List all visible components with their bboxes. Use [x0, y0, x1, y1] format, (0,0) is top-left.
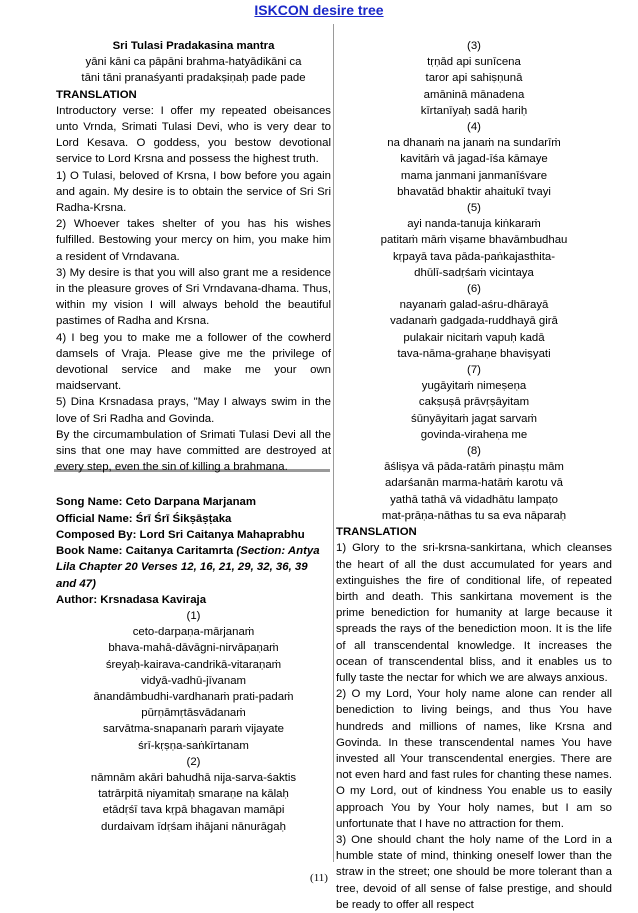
- verse-line: vidyā-vadhū-jīvanam: [140, 674, 247, 687]
- verse-line: dhūlī-sadṛśaṁ vicintaya: [414, 266, 534, 279]
- verse-line: amāninā mānadena: [423, 88, 525, 101]
- verse-line: nāmnām akāri bahudhā nija-sarva-śaktis: [90, 771, 297, 784]
- verse-line: sarvātma-snapanaṁ paraṁ vijayate: [102, 723, 285, 736]
- verse-number: (2): [186, 755, 201, 768]
- verse-line: kavitāṁ vā jagad-īśa kāmaye: [400, 153, 548, 166]
- verse-line: vadanaṁ gadgada-ruddhayā girā: [390, 315, 558, 328]
- verse-line: śūnyāyitaṁ jagat sarvaṁ: [411, 412, 537, 425]
- song-name: Song Name: Ceto Darpana Marjanam: [56, 496, 257, 509]
- verse-line: mama janmani janmanīśvare: [400, 169, 548, 182]
- verse-line: tava-nāma-grahaṇe bhaviṣyati: [397, 347, 551, 360]
- verse-line: kīrtanīyaḥ sadā hariḥ: [420, 104, 528, 117]
- verse-line: mat-prāṇa-nāthas tu sa eva nāparaḥ: [381, 509, 567, 522]
- book-label: Book Name: Caitanya Caritamrta: [56, 545, 237, 558]
- paragraph: 3) My desire is that you will also grant me a residence in the pleasure groves of Sri Vrndavana-dhama. Thus, within my vision I will always behold the beautiful pastimes of Radha and Krsna.: [56, 266, 331, 328]
- official-name: Official Name: Śrī Śrī Śikṣāṣṭaka: [56, 512, 232, 525]
- verse-line: taror api sahiṣṇunā: [425, 72, 523, 85]
- verse-line: adarśanān marma-hatāṁ karotu vā: [385, 477, 563, 490]
- author: Author: Krsnadasa Kaviraja: [56, 593, 207, 606]
- book-section: (Section: Antya Lila Chapter 20 Verses 12, 16, 21, 29, 32, 36, 39 and 47): [56, 545, 320, 590]
- verse-line: tatrārpitā niyamitaḥ smaraṇe na kālaḥ: [98, 788, 289, 801]
- verse-line: patitaṁ māṁ viṣame bhavāmbudhau: [380, 234, 568, 247]
- verse-number: (3): [467, 40, 481, 52]
- paragraph: 2) Whoever takes shelter of you has his wishes fulfilled. Bestowing your mercy on him, you make him a resident of Vrndavana.: [56, 218, 331, 263]
- verse-number: (5): [467, 202, 481, 215]
- verse-line: bhava-mahā-dāvāgni-nirvāpaṇaṁ: [108, 642, 279, 655]
- verse-line: tṛṇād api sunīcena: [427, 56, 521, 69]
- verse-number: (1): [186, 609, 201, 622]
- header-title-link[interactable]: ISKCON desire tree: [254, 2, 384, 18]
- composed-by: Composed By: Lord Sri Caitanya Mahaprabhu: [56, 528, 305, 541]
- column-divider: [333, 24, 334, 862]
- verse-line: ānandāmbudhi-vardhanaṁ prati-padaṁ: [93, 690, 294, 703]
- verse-line: ayi nanda-tanuja kiṅkaraṁ: [407, 218, 541, 231]
- verse-line: pulakair nicitaṁ vapuḥ kadā: [403, 331, 545, 344]
- verse-line: yathā tathā vā vidadhātu lampaṭo: [390, 493, 558, 506]
- verse-line: na dhanaṁ na janaṁ na sundarīṁ: [387, 137, 561, 150]
- verse-line: ceto-darpaṇa-mārjanaṁ: [132, 626, 255, 639]
- verse-number: (7): [467, 364, 481, 377]
- verse-line: kṛpayā tava pāda-paṅkajasthita-: [392, 250, 556, 263]
- page-number: (11): [310, 872, 328, 884]
- page-header: [0, 2, 638, 18]
- verse-line: śreyaḥ-kairava-candrikā-vitaraṇaṁ: [105, 658, 282, 671]
- paragraph: 2) O my Lord, Your holy name alone can render all benediction to living beings, and thus You have hundreds and millions of names, like Krsna and Govinda. In these transcendental names You have invested all Your transcendental energies. There are not even hard and fast rules for chanting these names. O my Lord, out of kindness You enable us to easily approach You by Your holy names, but I am so unfortunate that I have no attraction for them.: [336, 688, 612, 830]
- paragraph: 1) O Tulasi, beloved of Krsna, I bow before you again and again. My desire is to obtain the service of Sri Sri Radha-Krsna.: [56, 169, 331, 215]
- translation-heading: TRANSLATION: [336, 526, 417, 539]
- verse-line: etādṛśī tava kṛpā bhagavan mamāpi: [102, 804, 285, 817]
- paragraph: 3) One should chant the holy name of the Lord in a humble state of mind, thinking oneself lower than the straw in the street; one should be more tolerant than a tree, devoid of all sense of false prestige, and should be ready to offer all respect: [336, 833, 612, 911]
- book-name: [56, 543, 331, 592]
- translation-heading: TRANSLATION: [56, 88, 137, 101]
- verse-line: yugāyitaṁ nimeṣeṇa: [421, 380, 527, 393]
- paragraph: By the circumambulation of Srimati Tulasi Devi all the sins that one may have committed are destroyed at every step, even the sin of killing a brahmana.: [56, 428, 331, 474]
- verse-line: durdaivam īdṛśam ihājani nānurāgaḥ: [101, 820, 286, 833]
- paragraph: 4) I beg you to make me a follower of the cowherd damsels of Vraja. Please give me the privilege of devotional service and make me your own maidservant.: [56, 331, 331, 393]
- verse-number: (8): [467, 445, 481, 458]
- verse-line: pūrṇāmṛtāsvādanaṁ: [141, 707, 246, 720]
- paragraph: 1) Glory to the sri-krsna-sankirtana, which cleanses the heart of all the dust accumulated for years and extinguishes the fire of conditional life, of repeated birth and death. This sankirtana movement is the prime benediction for humanity at large because it spreads the rays of the benediction moon. It is the life of all transcendental knowledge. It increases the ocean of transcendental bliss, and it enables us to fully taste the nectar for which we are always anxious.: [336, 542, 612, 684]
- verse-number: (6): [467, 283, 481, 296]
- paragraph: 5) Dina Krsnadasa prays, "May I always swim in the love of Sri Radha and Govinda.: [56, 396, 331, 425]
- verse-number: (4): [467, 121, 481, 134]
- verse-line: āśliṣya vā pāda-ratāṁ pinaṣṭu mām: [384, 461, 564, 474]
- left-column: [56, 38, 331, 835]
- verse-line: govinda-viraheṇa me: [420, 428, 528, 441]
- right-column: [336, 38, 612, 913]
- mantra-title: Sri Tulasi Pradakasina mantra: [112, 40, 275, 52]
- verse-line: nayanaṁ galad-aśru-dhārayā: [399, 299, 549, 312]
- mantra-line: tāni tāni pranaśyanti pradakṣiṇaḥ pade pade: [81, 72, 306, 85]
- paragraph: Introductory verse: I offer my repeated obeisances unto Vrnda, Srimati Tulasi Devi, who is very dear to Lord Kesava. O goddess, you bestow devotional service to Lord Krsna and possess the highest truth.: [56, 104, 331, 166]
- verse-line: cakṣuṣā prāvṛṣāyitam: [418, 396, 530, 409]
- verse-line: śrī-kṛṣṇa-saṅkīrtanam: [138, 739, 249, 752]
- section-gap: [56, 475, 331, 494]
- verse-line: bhavatād bhaktir ahaitukī tvayi: [397, 185, 551, 198]
- mantra-line: yāni kāni ca pāpāni brahma-hatyādikāni ca: [85, 56, 302, 69]
